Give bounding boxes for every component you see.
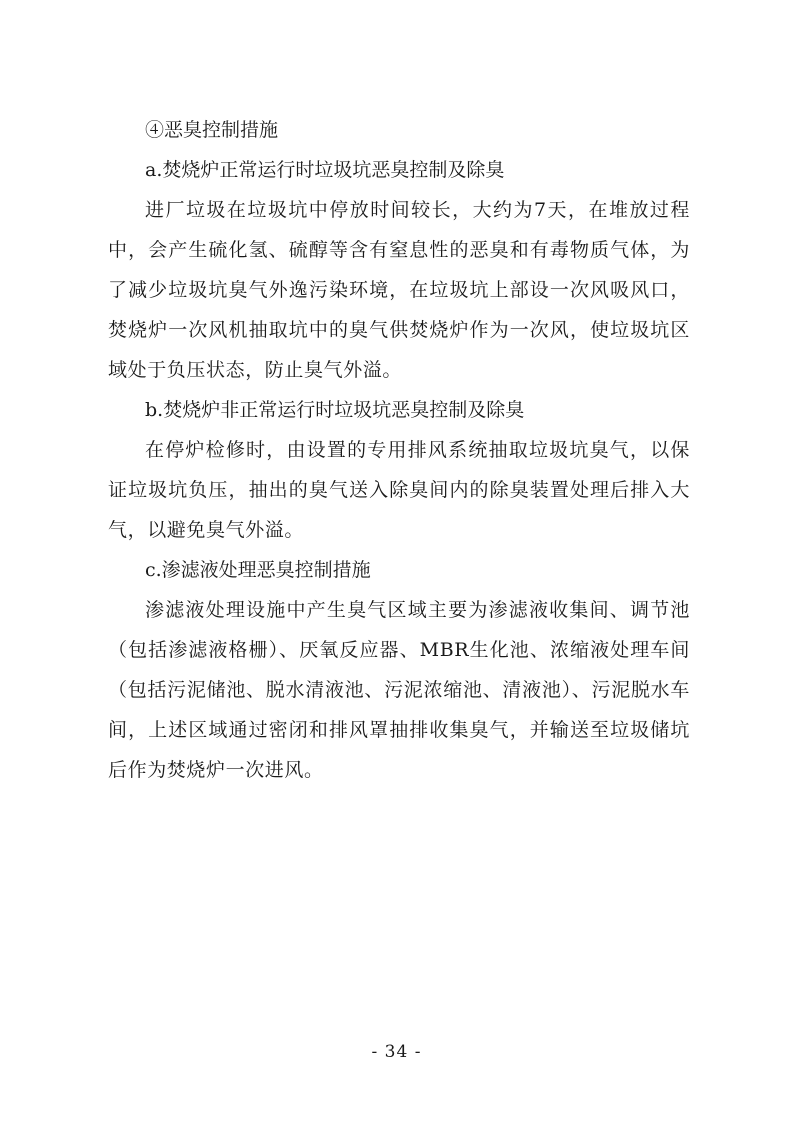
subsection-b-title: b.焚烧炉非正常运行时垃圾坑恶臭控制及除臭 bbox=[145, 399, 525, 421]
subsection-a-body: 进厂垃圾在垃圾坑中停放时间较长，大约为7天，在堆放过程中，会产生硫化氢、硫醇等含有窒息性的恶臭和有毒物质气体，为了减少垃圾坑臭气外逸污染环境，在垃圾坑上部设一次风吸风口，焚烧炉一次风机抽取坑中的臭气供焚烧炉作为一次风，使垃圾坑区域处于负压状态，防止臭气外溢。 bbox=[108, 199, 690, 381]
document-body bbox=[108, 110, 690, 790]
page-number: - 34 - bbox=[371, 1042, 422, 1062]
subsection-c-body: 渗滤液处理设施中产生臭气区域主要为渗滤液收集间、调节池（包括渗滤液格栅）、厌氧反应器、MBR生化池、浓缩液处理车间（包括污泥储池、脱水清液池、污泥浓缩池、清液池）、污泥脱水车间，上述区域通过密闭和排风罩抽排收集臭气，并输送至垃圾储坑后作为焚烧炉一次进风。 bbox=[108, 599, 690, 781]
subsection-c-title: c.渗滤液处理恶臭控制措施 bbox=[145, 559, 371, 581]
section-heading: ④恶臭控制措施 bbox=[145, 119, 279, 141]
subsection-a-title: a.焚烧炉正常运行时垃圾坑恶臭控制及除臭 bbox=[145, 159, 505, 181]
subsection-b-body: 在停炉检修时，由设置的专用排风系统抽取垃圾坑臭气，以保证垃圾坑负压，抽出的臭气送入除臭间内的除臭装置处理后排入大气，以避免臭气外溢。 bbox=[108, 439, 690, 541]
